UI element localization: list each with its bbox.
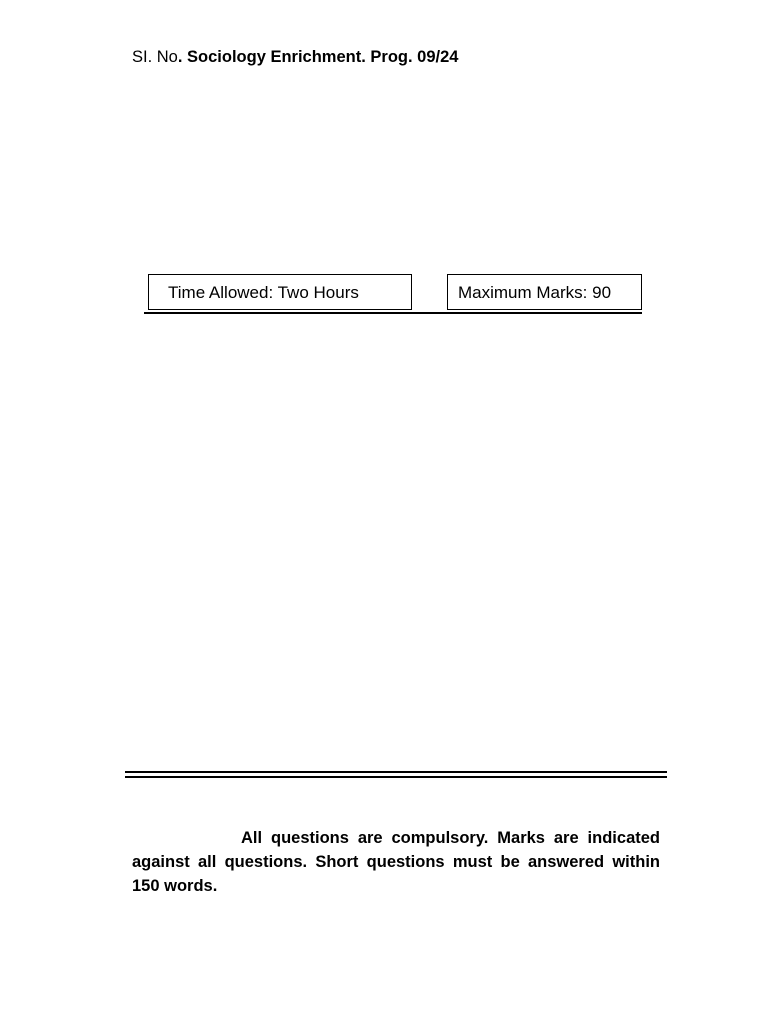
- time-allowed-box: [148, 274, 412, 310]
- program-code: . Sociology Enrichment. Prog. 09/24: [177, 48, 459, 66]
- serial-number-label: SI. No: [132, 48, 178, 66]
- serial-number-line: [132, 46, 458, 68]
- exam-instructions: All questions are compulsory. Marks are indicated against all questions. Short questions must be answered within 150 words.: [132, 829, 660, 895]
- maximum-marks-text: Maximum Marks: 90: [458, 283, 612, 302]
- section-divider-double-rule: [125, 771, 667, 778]
- info-underline-rule: [144, 312, 642, 314]
- time-allowed-text: Time Allowed: Two Hours: [168, 283, 359, 302]
- maximum-marks-box: [447, 274, 642, 310]
